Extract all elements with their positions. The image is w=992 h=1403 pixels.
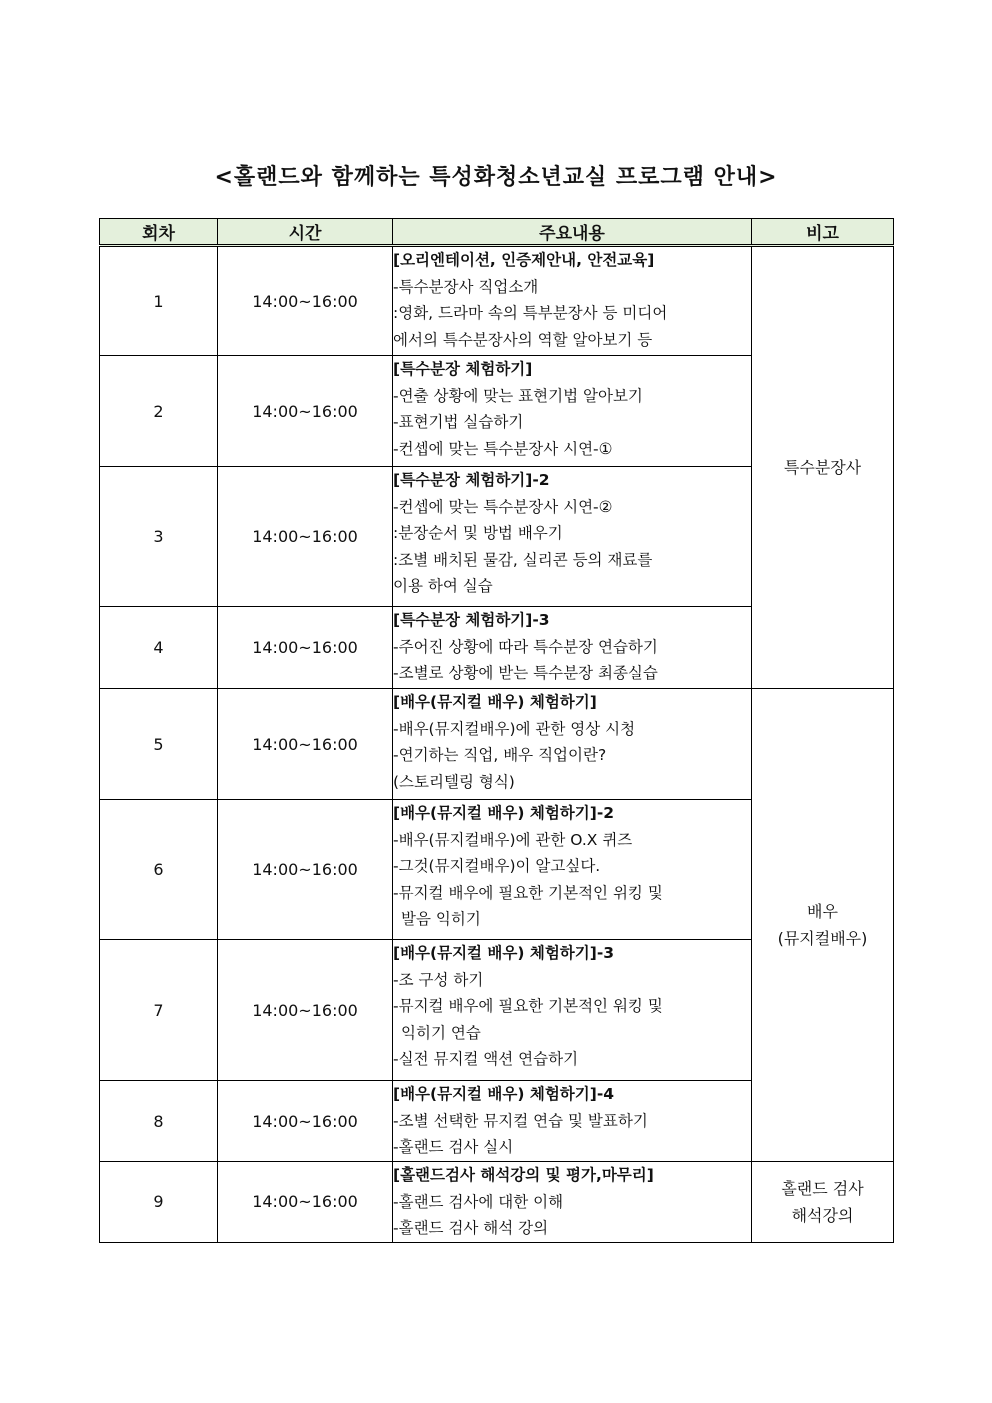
content-line: -홀랜드 검사 실시 bbox=[393, 1138, 514, 1156]
header-time: 시간 bbox=[218, 219, 393, 246]
content-title: [배우(뮤지컬 배우) 체험하기]-2 bbox=[393, 804, 615, 822]
note-holland bbox=[752, 1162, 894, 1243]
session-number: 8 bbox=[100, 1081, 218, 1162]
content-line: -연출 상황에 맞는 표현기법 알아보기 bbox=[393, 386, 643, 405]
session-content bbox=[393, 467, 752, 607]
session-number: 5 bbox=[100, 689, 218, 800]
content-line: -홀랜드 검사 해석 강의 bbox=[393, 1219, 549, 1237]
content-line: 에서의 특수분장사의 역할 알아보기 등 bbox=[393, 330, 653, 349]
header-session: 회차 bbox=[100, 219, 218, 246]
content-line: (스토리텔링 형식) bbox=[393, 772, 515, 791]
content-title: [오리엔테이션, 인증제안내, 안전교육] bbox=[393, 251, 655, 269]
table-row bbox=[100, 246, 894, 356]
content-line: :영화, 드라마 속의 특부분장사 등 미디어 bbox=[393, 304, 668, 322]
page-title: <홀랜드와 함께하는 특성화청소년교실 프로그램 안내> bbox=[214, 165, 778, 190]
session-number: 2 bbox=[100, 356, 218, 467]
content-title: [특수분장 체험하기]-2 bbox=[393, 471, 550, 489]
content-line: -컨셉에 맞는 특수분장사 시연-② bbox=[393, 497, 613, 516]
note-text: (뮤지컬배우) bbox=[777, 929, 868, 948]
session-time: 14:00~16:00 bbox=[218, 607, 393, 689]
session-content bbox=[393, 940, 752, 1081]
table-header-row bbox=[100, 219, 894, 246]
session-number: 6 bbox=[100, 800, 218, 940]
session-number: 7 bbox=[100, 940, 218, 1081]
content-line: -연기하는 직업, 배우 직업이란? bbox=[393, 746, 607, 764]
content-line: -조 구성 하기 bbox=[393, 970, 484, 989]
content-line: -표현기법 실습하기 bbox=[393, 413, 524, 431]
content-title: [배우(뮤지컬 배우) 체험하기]-3 bbox=[393, 944, 615, 962]
program-table bbox=[99, 218, 894, 1243]
note-makeup bbox=[752, 246, 894, 689]
session-number: 4 bbox=[100, 607, 218, 689]
content-title: [배우(뮤지컬 배우) 체험하기] bbox=[393, 693, 597, 711]
session-number: 1 bbox=[100, 246, 218, 356]
session-content bbox=[393, 356, 752, 467]
content-line: 익히기 연습 bbox=[401, 1023, 481, 1042]
note-text: 특수분장사 bbox=[783, 458, 862, 477]
content-line: -조별 선택한 뮤지컬 연습 및 발표하기 bbox=[393, 1111, 648, 1130]
session-time: 14:00~16:00 bbox=[218, 467, 393, 607]
content-line: -뮤지컬 배우에 필요한 기본적인 위킹 및 bbox=[393, 883, 663, 902]
content-title: [홀랜드검사 해석강의 및 평가,마무리] bbox=[393, 1166, 654, 1184]
content-line: :분장순서 및 방법 배우기 bbox=[393, 524, 563, 542]
content-line: -주어진 상황에 따라 특수분장 연습하기 bbox=[393, 637, 658, 656]
content-title: [배우(뮤지컬 배우) 체험하기]-4 bbox=[393, 1085, 615, 1103]
content-line: -특수분장사 직업소개 bbox=[393, 277, 539, 296]
content-line: -뮤지컬 배우에 필요한 기본적인 워킹 및 bbox=[393, 997, 663, 1015]
session-time: 14:00~16:00 bbox=[218, 356, 393, 467]
session-time: 14:00~16:00 bbox=[218, 689, 393, 800]
session-content bbox=[393, 689, 752, 800]
session-content bbox=[393, 1162, 752, 1243]
session-content bbox=[393, 607, 752, 689]
content-line: 이용 하여 실습 bbox=[393, 577, 493, 595]
content-line: -실전 뮤지컬 액션 연습하기 bbox=[393, 1050, 579, 1068]
content-line: -홀랜드 검사에 대한 이해 bbox=[393, 1192, 564, 1211]
content-line: -배우(뮤지컬배우)에 관한 O.X 퀴즈 bbox=[393, 830, 633, 849]
content-title: [특수분장 체험하기]-3 bbox=[393, 611, 550, 629]
session-time: 14:00~16:00 bbox=[218, 1162, 393, 1243]
session-content bbox=[393, 246, 752, 356]
table-row bbox=[100, 689, 894, 800]
note-text: 배우 bbox=[807, 902, 838, 921]
content-line: -조별로 상황에 받는 특수분장 최종실습 bbox=[393, 664, 658, 682]
content-line: :조별 배치된 물감, 실리콘 등의 재료를 bbox=[393, 550, 653, 569]
note-actor bbox=[752, 689, 894, 1162]
session-content bbox=[393, 800, 752, 940]
content-title: [특수분장 체험하기] bbox=[393, 360, 533, 378]
content-line: -컨셉에 맞는 특수분장사 시연-① bbox=[393, 439, 613, 458]
note-text: 해석강의 bbox=[791, 1205, 854, 1225]
session-number: 9 bbox=[100, 1162, 218, 1243]
session-time: 14:00~16:00 bbox=[218, 246, 393, 356]
header-content: 주요내용 bbox=[393, 219, 752, 246]
session-time: 14:00~16:00 bbox=[218, 800, 393, 940]
content-line: 발음 익히기 bbox=[401, 910, 481, 928]
session-time: 14:00~16:00 bbox=[218, 940, 393, 1081]
content-line: -배우(뮤지컬배우)에 관한 영상 시청 bbox=[393, 719, 636, 738]
header-note: 비고 bbox=[752, 219, 894, 246]
session-number: 3 bbox=[100, 467, 218, 607]
note-text: 홀랜드 검사 bbox=[781, 1178, 864, 1198]
session-time: 14:00~16:00 bbox=[218, 1081, 393, 1162]
table-row bbox=[100, 1162, 894, 1243]
content-line: -그것(뮤지컬배우)이 알고싶다. bbox=[393, 857, 601, 875]
session-content bbox=[393, 1081, 752, 1162]
